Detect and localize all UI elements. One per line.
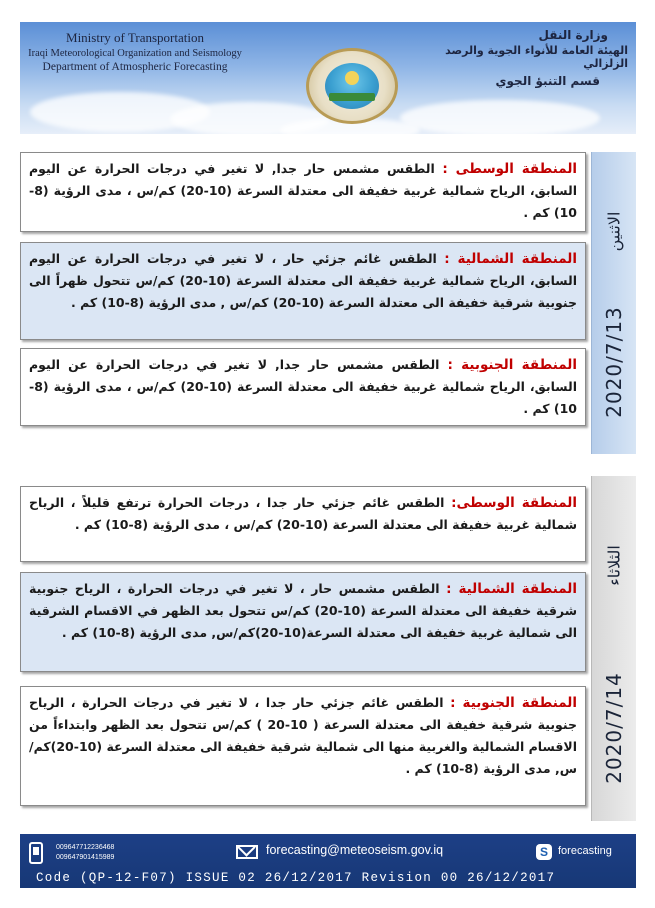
region-box-south [20,348,586,426]
region-box-north [20,242,586,340]
department-name-ar: قسم التنبؤ الجوي [495,74,600,88]
department-name-en: Department of Atmospheric Forecasting [42,61,228,73]
region-box-south [20,686,586,806]
day-panel-tuesday [20,476,636,821]
region-forecast: الطقس غائم جزئي حار جدا ، درجات الحرارة ترتفع قليلاً ، الرياح شمالية غربية خفيفة الى معتدلة السرعة (10-20) كم/س ، مدى الرؤية (8-10) كم . [29,495,577,532]
day-panel-monday [20,152,636,454]
mail-icon [236,845,258,859]
region-box-central [20,486,586,562]
header-arabic [428,28,628,88]
region-forecast: الطقس مشمس حار جدا, لا تغير في درجات الحرارة عن اليوم السابق، الرياح شمالية غربية خفيفة الى معتدلة السرعة (10-20) كم/س ، مدى الرؤية (8-10) كم . [29,161,577,220]
cloud-decoration [400,100,600,134]
date-bar [591,476,636,821]
document-code: Code (QP-12-F07) ISSUE 02 26/12/2017 Revision 00 26/12/2017 [36,871,556,885]
region-name: المنطقة الوسطى : [442,161,578,177]
forecast-date: 2020/7/14 [602,672,626,784]
region-box-central [20,152,586,232]
phone-number: 009647901415989 [56,854,115,861]
day-name: الاثنين [604,211,624,252]
region-forecast: الطقس غائم جزئي حار ، لا تغير في درجات الحرارة عن اليوم السابق، الرياح شمالية غربية خفيفة الى معتدلة السرعة (10-20) كم/س تتحول ظهراً الى جنوبية شرقية خفيفة الى معتدلة السرعة (10-20) كم/س , مدى الرؤية (8-10) كم . [29,251,577,310]
date-bar [591,152,636,454]
logo-emblem [325,63,379,109]
phone-number: 009647712236468 [56,844,115,851]
forecast-date: 2020/7/13 [602,306,626,418]
region-name: المنطقة الشمالية : [446,581,577,597]
header-english [20,30,250,73]
region-name: المنطقة الوسطى: [451,495,578,511]
region-forecast: الطقس غائم جزئي حار جدا ، لا تغير في درجات الحرارة ، الرياح جنوبية شرقية خفيفة الى معتدلة السرعة ( 10-20 ) كم/س تتحول بعد الظهر وابتداءاً من الاقسام الشمالية والغربية منها الى شمالية شرقية خفيفة الى معتدلة السرعة (10-20)كم/س, مدى الرؤية (8-10) كم . [29,695,577,776]
day-name: الثلاثاء [604,545,624,586]
footer-bar [20,834,636,888]
header-banner [20,22,636,134]
organization-name-en: Iraqi Meteorological Organization and Seismology [28,48,242,59]
organization-name-ar: الهيئة العامة للأنواء الجوية والرصد الزلزالي [445,44,628,70]
skype-handle[interactable]: forecasting [558,845,612,857]
region-name: المنطقة الجنوبية : [447,357,577,373]
phone-numbers [56,843,114,863]
phone-icon [29,842,43,864]
organization-logo [306,48,398,124]
region-name: المنطقة الجنوبية : [450,695,577,711]
region-name: المنطقة الشمالية : [444,251,577,267]
region-box-north [20,572,586,672]
ministry-name-ar: وزارة النقل [538,28,608,42]
logo-band [329,93,375,101]
region-forecast: الطقس مشمس حار ، لا تغير في درجات الحرارة ، الرياح جنوبية شرقية خفيفة الى معتدلة السرعة (10-20) كم/س تتحول بعد الظهر في الاقسام الشرقية الى شمالية غربية خفيفة الى معتدلة السرعة(10-20)كم/س, مدى الرؤية (8-10) كم . [29,581,577,640]
ministry-name-en: Ministry of Transportation [66,30,204,45]
region-forecast: الطقس مشمس حار جدا, لا تغير في درجات الحرارة عن اليوم السابق، الرياح شمالية غربية خفيفة الى معتدلة السرعة (10-20) كم/س ، مدى الرؤية (8-10) كم . [29,357,577,416]
sun-icon [345,71,359,85]
email-link[interactable]: forecasting@meteoseism.gov.iq [266,843,444,857]
skype-icon: S [536,844,552,860]
